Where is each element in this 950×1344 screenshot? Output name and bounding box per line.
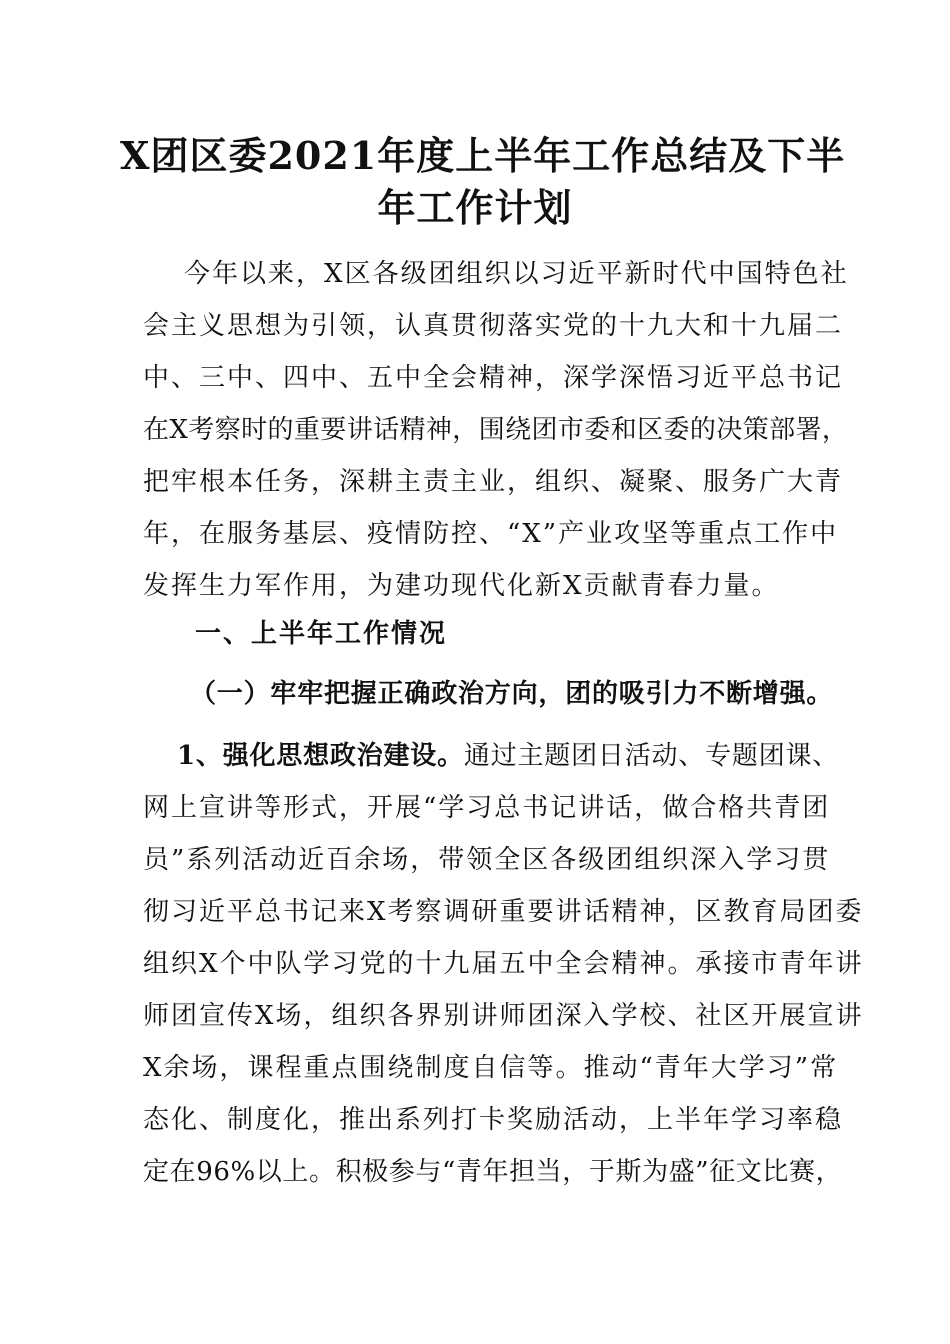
title-line-1: X团区委2021年度上半年工作总结及下半 <box>120 133 846 178</box>
item-1-first-line-rest: 通过主题团日活动、专题团课、 <box>463 741 840 771</box>
item-1-line-7: X余场，课程重点围绕制度自信等。推动“青年大学习”常 <box>143 1053 839 1083</box>
title-line-2: 年工作计划 <box>377 185 573 230</box>
intro-line-7: 发挥生力军作用，为建功现代化新X贡献青春力量。 <box>143 571 780 601</box>
document-title <box>120 130 846 234</box>
item-1-first-line <box>177 730 847 782</box>
item-1-line-5: 组织X个中队学习党的十九届五中全会精神。承接市青年讲 <box>143 949 864 979</box>
item-1-line-2: 网上宣讲等形式，开展“学习总书记讲话，做合格共青团 <box>143 793 831 823</box>
item-1-line-9: 定在96%以上。积极参与“青年担当，于斯为盛”征文比赛， <box>143 1157 843 1187</box>
subsection-heading-1: （一）牢牢把握正确政治方向，团的吸引力不断增强。 <box>190 679 834 709</box>
item-1-continuation <box>143 782 864 1198</box>
section-heading-1: 一、上半年工作情况 <box>195 619 448 649</box>
intro-line-3: 中、三中、四中、五中全会精神，深学深悟习近平总书记 <box>143 363 844 393</box>
intro-line-4: 在X考察时的重要讲话精神，围绕团市委和区委的决策部署， <box>143 415 849 445</box>
item-1-line-3: 员”系列活动近百余场，带领全区各级团组织深入学习贯 <box>143 845 831 875</box>
intro-line-5: 把牢根本任务，深耕主责主业，组织、凝聚、服务广大青 <box>143 467 844 497</box>
item-1-line-4: 彻习近平总书记来X考察调研重要讲话精神，区教育局团委 <box>143 897 864 927</box>
item-1-paragraph <box>177 730 847 782</box>
intro-paragraph <box>143 248 849 612</box>
item-1-lead: 1、强化思想政治建设。 <box>177 741 464 771</box>
item-1-line-8: 态化、制度化，推出系列打卡奖励活动，上半年学习率稳 <box>143 1105 844 1135</box>
intro-line-1: 今年以来，X区各级团组织以习近平新时代中国特色社 <box>143 259 849 289</box>
intro-line-2: 会主义思想为引领，认真贯彻落实党的十九大和十九届二 <box>143 311 844 341</box>
item-1-line-6: 师团宣传X场，组织各界别讲师团深入学校、社区开展宣讲 <box>143 1001 864 1031</box>
intro-line-6: 年，在服务基层、疫情防控、“X”产业攻坚等重点工作中 <box>143 519 839 549</box>
